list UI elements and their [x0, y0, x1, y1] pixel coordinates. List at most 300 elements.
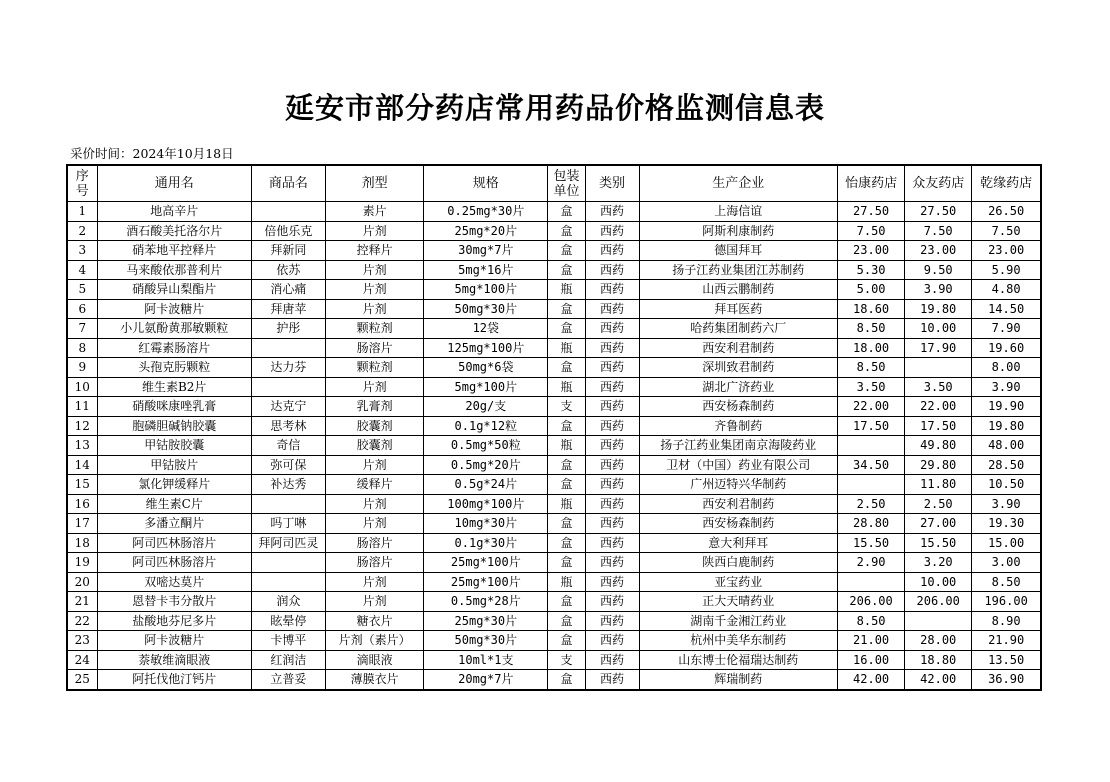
cell-index: 16 [67, 494, 97, 514]
cell-dosage-form: 片剂 [326, 572, 424, 592]
cell-category: 西药 [585, 202, 639, 222]
cell-index: 11 [67, 397, 97, 417]
cell-yikang-price: 18.00 [838, 338, 905, 358]
cell-manufacturer: 拜耳医药 [639, 299, 837, 319]
cell-zhongyou-price: 3.90 [905, 280, 972, 300]
cell-manufacturer: 正大天晴药业 [639, 592, 837, 612]
table-row [67, 416, 1041, 436]
cell-manufacturer: 德国拜耳 [639, 241, 837, 261]
cell-generic-name: 胞磷胆碱钠胶囊 [97, 416, 251, 436]
cell-package-unit: 瓶 [548, 572, 585, 592]
cell-package-unit: 盒 [548, 553, 585, 573]
cell-dosage-form: 肠溶片 [326, 553, 424, 573]
cell-manufacturer: 广州迈特兴华制药 [639, 475, 837, 495]
cell-index: 2 [67, 221, 97, 241]
cell-brand-name: 立普妥 [251, 670, 325, 690]
cell-category: 西药 [585, 260, 639, 280]
cell-manufacturer: 西安利君制药 [639, 338, 837, 358]
cell-zhongyou-price: 22.00 [905, 397, 972, 417]
cell-brand-name: 达力芬 [251, 358, 325, 378]
cell-qianyuan-price: 48.00 [972, 436, 1041, 456]
cell-dosage-form: 乳膏剂 [326, 397, 424, 417]
cell-qianyuan-price: 23.00 [972, 241, 1041, 261]
cell-package-unit: 盒 [548, 631, 585, 651]
table-row [67, 358, 1041, 378]
cell-yikang-price: 28.80 [838, 514, 905, 534]
cell-manufacturer: 亚宝药业 [639, 572, 837, 592]
cell-category: 西药 [585, 377, 639, 397]
table-row [67, 338, 1041, 358]
cell-generic-name: 维生素B2片 [97, 377, 251, 397]
cell-yikang-price: 3.50 [838, 377, 905, 397]
cell-package-unit: 支 [548, 397, 585, 417]
header-dosage-form: 剂型 [326, 165, 424, 202]
table-row [67, 397, 1041, 417]
cell-zhongyou-price: 206.00 [905, 592, 972, 612]
cell-dosage-form: 薄膜衣片 [326, 670, 424, 690]
cell-specification: 25mg*30片 [424, 611, 548, 631]
cell-qianyuan-price: 8.00 [972, 358, 1041, 378]
cell-generic-name: 马来酸依那普利片 [97, 260, 251, 280]
cell-yikang-price: 17.50 [838, 416, 905, 436]
cell-generic-name: 阿托伐他汀钙片 [97, 670, 251, 690]
cell-specification: 125mg*100片 [424, 338, 548, 358]
cell-category: 西药 [585, 416, 639, 436]
table-row [67, 299, 1041, 319]
cell-category: 西药 [585, 553, 639, 573]
cell-package-unit: 盒 [548, 319, 585, 339]
cell-brand-name: 倍他乐克 [251, 221, 325, 241]
cell-generic-name: 小儿氨酚黄那敏颗粒 [97, 319, 251, 339]
table-row [67, 221, 1041, 241]
table-row [67, 533, 1041, 553]
cell-yikang-price: 8.50 [838, 319, 905, 339]
cell-yikang-price [838, 475, 905, 495]
cell-specification: 20mg*7片 [424, 670, 548, 690]
cell-qianyuan-price: 10.50 [972, 475, 1041, 495]
header-brand-name: 商品名 [251, 165, 325, 202]
cell-brand-name: 拜唐苹 [251, 299, 325, 319]
cell-qianyuan-price: 19.30 [972, 514, 1041, 534]
cell-package-unit: 盒 [548, 202, 585, 222]
cell-yikang-price: 34.50 [838, 455, 905, 475]
table-header-row [67, 165, 1041, 202]
header-index: 序号 [67, 165, 97, 202]
cell-qianyuan-price: 5.90 [972, 260, 1041, 280]
cell-generic-name: 硝酸咪康唑乳膏 [97, 397, 251, 417]
cell-index: 19 [67, 553, 97, 573]
cell-index: 1 [67, 202, 97, 222]
cell-brand-name [251, 494, 325, 514]
cell-dosage-form: 肠溶片 [326, 338, 424, 358]
cell-category: 西药 [585, 611, 639, 631]
cell-zhongyou-price [905, 611, 972, 631]
cell-manufacturer: 杭州中美华东制药 [639, 631, 837, 651]
cell-manufacturer: 辉瑞制药 [639, 670, 837, 690]
cell-generic-name: 恩替卡韦分散片 [97, 592, 251, 612]
cell-index: 25 [67, 670, 97, 690]
table-row [67, 319, 1041, 339]
cell-category: 西药 [585, 280, 639, 300]
cell-category: 西药 [585, 397, 639, 417]
table-row [67, 280, 1041, 300]
cell-category: 西药 [585, 572, 639, 592]
cell-zhongyou-price: 18.80 [905, 650, 972, 670]
cell-generic-name: 地高辛片 [97, 202, 251, 222]
cell-manufacturer: 西安利君制药 [639, 494, 837, 514]
cell-qianyuan-price: 19.60 [972, 338, 1041, 358]
cell-specification: 100mg*100片 [424, 494, 548, 514]
cell-category: 西药 [585, 533, 639, 553]
cell-brand-name: 拜阿司匹灵 [251, 533, 325, 553]
cell-package-unit: 盒 [548, 533, 585, 553]
collection-date: 采价时间：2024年10月18日 [70, 146, 234, 161]
cell-manufacturer: 扬子江药业集团南京海陵药业 [639, 436, 837, 456]
cell-qianyuan-price: 26.50 [972, 202, 1041, 222]
cell-manufacturer: 意大利拜耳 [639, 533, 837, 553]
cell-category: 西药 [585, 221, 639, 241]
table-row [67, 494, 1041, 514]
cell-dosage-form: 控释片 [326, 241, 424, 261]
cell-brand-name [251, 377, 325, 397]
cell-specification: 0.25mg*30片 [424, 202, 548, 222]
cell-index: 8 [67, 338, 97, 358]
cell-brand-name: 思考林 [251, 416, 325, 436]
cell-index: 6 [67, 299, 97, 319]
cell-generic-name: 维生素C片 [97, 494, 251, 514]
cell-zhongyou-price: 23.00 [905, 241, 972, 261]
cell-brand-name: 达克宁 [251, 397, 325, 417]
cell-brand-name: 依苏 [251, 260, 325, 280]
cell-generic-name: 硝苯地平控释片 [97, 241, 251, 261]
cell-specification: 5mg*100片 [424, 377, 548, 397]
cell-manufacturer: 西安杨森制药 [639, 397, 837, 417]
cell-specification: 0.5g*24片 [424, 475, 548, 495]
cell-index: 4 [67, 260, 97, 280]
cell-generic-name: 甲钴胺胶囊 [97, 436, 251, 456]
cell-manufacturer: 齐鲁制药 [639, 416, 837, 436]
table-row [67, 455, 1041, 475]
table-row [67, 436, 1041, 456]
cell-brand-name: 消心痛 [251, 280, 325, 300]
cell-specification: 50mg*30片 [424, 299, 548, 319]
cell-index: 21 [67, 592, 97, 612]
cell-manufacturer: 上海信谊 [639, 202, 837, 222]
cell-dosage-form: 糖衣片 [326, 611, 424, 631]
cell-specification: 10ml*1支 [424, 650, 548, 670]
cell-yikang-price: 206.00 [838, 592, 905, 612]
cell-specification: 0.1g*12粒 [424, 416, 548, 436]
cell-qianyuan-price: 8.50 [972, 572, 1041, 592]
cell-package-unit: 盒 [548, 514, 585, 534]
cell-package-unit: 盒 [548, 241, 585, 261]
cell-category: 西药 [585, 436, 639, 456]
cell-zhongyou-price: 49.80 [905, 436, 972, 456]
cell-yikang-price: 5.00 [838, 280, 905, 300]
cell-generic-name: 阿司匹林肠溶片 [97, 533, 251, 553]
cell-dosage-form: 片剂 [326, 377, 424, 397]
cell-zhongyou-price: 9.50 [905, 260, 972, 280]
cell-package-unit: 瓶 [548, 494, 585, 514]
cell-specification: 12袋 [424, 319, 548, 339]
header-specification: 规格 [424, 165, 548, 202]
cell-specification: 50mg*6袋 [424, 358, 548, 378]
cell-zhongyou-price: 3.50 [905, 377, 972, 397]
cell-yikang-price: 5.30 [838, 260, 905, 280]
cell-zhongyou-price: 11.80 [905, 475, 972, 495]
cell-category: 西药 [585, 358, 639, 378]
cell-brand-name: 弥可保 [251, 455, 325, 475]
cell-specification: 30mg*7片 [424, 241, 548, 261]
cell-specification: 50mg*30片 [424, 631, 548, 651]
cell-brand-name: 卡博平 [251, 631, 325, 651]
cell-yikang-price: 16.00 [838, 650, 905, 670]
cell-manufacturer: 山西云鹏制药 [639, 280, 837, 300]
cell-zhongyou-price: 7.50 [905, 221, 972, 241]
table-row [67, 650, 1041, 670]
cell-package-unit: 盒 [548, 358, 585, 378]
cell-manufacturer: 山东博士伦福瑞达制药 [639, 650, 837, 670]
header-manufacturer: 生产企业 [639, 165, 837, 202]
cell-dosage-form: 颗粒剂 [326, 358, 424, 378]
cell-manufacturer: 阿斯利康制药 [639, 221, 837, 241]
table-row [67, 611, 1041, 631]
cell-category: 西药 [585, 338, 639, 358]
cell-yikang-price: 27.50 [838, 202, 905, 222]
cell-brand-name: 补达秀 [251, 475, 325, 495]
cell-specification: 0.5mg*20片 [424, 455, 548, 475]
cell-yikang-price: 8.50 [838, 358, 905, 378]
cell-dosage-form: 胶囊剂 [326, 416, 424, 436]
cell-generic-name: 硝酸异山梨酯片 [97, 280, 251, 300]
cell-dosage-form: 片剂（素片） [326, 631, 424, 651]
cell-package-unit: 盒 [548, 475, 585, 495]
cell-brand-name: 红润洁 [251, 650, 325, 670]
cell-dosage-form: 缓释片 [326, 475, 424, 495]
cell-yikang-price: 21.00 [838, 631, 905, 651]
cell-dosage-form: 片剂 [326, 592, 424, 612]
table-row [67, 631, 1041, 651]
cell-package-unit: 盒 [548, 592, 585, 612]
header-category: 类别 [585, 165, 639, 202]
cell-index: 13 [67, 436, 97, 456]
cell-zhongyou-price [905, 358, 972, 378]
cell-dosage-form: 素片 [326, 202, 424, 222]
cell-manufacturer: 哈药集团制药六厂 [639, 319, 837, 339]
cell-package-unit: 盒 [548, 221, 585, 241]
cell-category: 西药 [585, 241, 639, 261]
cell-qianyuan-price: 19.80 [972, 416, 1041, 436]
cell-zhongyou-price: 10.00 [905, 572, 972, 592]
cell-specification: 0.5mg*28片 [424, 592, 548, 612]
header-qianyuan-pharmacy: 乾缘药店 [972, 165, 1041, 202]
cell-category: 西药 [585, 514, 639, 534]
header-yikang-pharmacy: 怡康药店 [838, 165, 905, 202]
cell-qianyuan-price: 36.90 [972, 670, 1041, 690]
cell-index: 18 [67, 533, 97, 553]
cell-zhongyou-price: 27.00 [905, 514, 972, 534]
cell-qianyuan-price: 19.90 [972, 397, 1041, 417]
cell-generic-name: 多潘立酮片 [97, 514, 251, 534]
cell-manufacturer: 陕西白鹿制药 [639, 553, 837, 573]
cell-package-unit: 瓶 [548, 436, 585, 456]
cell-zhongyou-price: 19.80 [905, 299, 972, 319]
cell-brand-name [251, 572, 325, 592]
cell-qianyuan-price: 28.50 [972, 455, 1041, 475]
cell-zhongyou-price: 42.00 [905, 670, 972, 690]
cell-index: 17 [67, 514, 97, 534]
cell-yikang-price: 23.00 [838, 241, 905, 261]
cell-brand-name: 眩晕停 [251, 611, 325, 631]
cell-dosage-form: 片剂 [326, 455, 424, 475]
cell-brand-name [251, 202, 325, 222]
cell-dosage-form: 片剂 [326, 494, 424, 514]
cell-package-unit: 盒 [548, 299, 585, 319]
cell-qianyuan-price: 21.90 [972, 631, 1041, 651]
cell-index: 12 [67, 416, 97, 436]
cell-category: 西药 [585, 592, 639, 612]
cell-yikang-price: 18.60 [838, 299, 905, 319]
cell-qianyuan-price: 14.50 [972, 299, 1041, 319]
cell-generic-name: 酒石酸美托洛尔片 [97, 221, 251, 241]
table-row [67, 553, 1041, 573]
cell-brand-name: 吗丁啉 [251, 514, 325, 534]
header-package-unit: 包装单位 [548, 165, 585, 202]
cell-zhongyou-price: 15.50 [905, 533, 972, 553]
cell-dosage-form: 滴眼液 [326, 650, 424, 670]
cell-specification: 0.1g*30片 [424, 533, 548, 553]
cell-zhongyou-price: 29.80 [905, 455, 972, 475]
cell-category: 西药 [585, 494, 639, 514]
cell-dosage-form: 颗粒剂 [326, 319, 424, 339]
table-row [67, 260, 1041, 280]
document-title: 延安市部分药店常用药品价格监测信息表 [284, 91, 825, 125]
cell-zhongyou-price: 17.50 [905, 416, 972, 436]
table-row [67, 514, 1041, 534]
cell-zhongyou-price: 28.00 [905, 631, 972, 651]
cell-category: 西药 [585, 319, 639, 339]
table-row [67, 572, 1041, 592]
cell-yikang-price: 22.00 [838, 397, 905, 417]
cell-zhongyou-price: 10.00 [905, 319, 972, 339]
cell-generic-name: 阿卡波糖片 [97, 299, 251, 319]
table-row [67, 475, 1041, 495]
cell-manufacturer: 卫材（中国）药业有限公司 [639, 455, 837, 475]
cell-qianyuan-price: 3.90 [972, 494, 1041, 514]
cell-brand-name: 润众 [251, 592, 325, 612]
cell-specification: 25mg*100片 [424, 572, 548, 592]
cell-manufacturer: 湖北广济药业 [639, 377, 837, 397]
cell-yikang-price [838, 572, 905, 592]
cell-index: 22 [67, 611, 97, 631]
cell-index: 9 [67, 358, 97, 378]
cell-index: 7 [67, 319, 97, 339]
cell-package-unit: 瓶 [548, 280, 585, 300]
cell-yikang-price: 2.50 [838, 494, 905, 514]
cell-yikang-price: 42.00 [838, 670, 905, 690]
cell-category: 西药 [585, 475, 639, 495]
cell-category: 西药 [585, 631, 639, 651]
cell-dosage-form: 片剂 [326, 221, 424, 241]
table-row [67, 592, 1041, 612]
cell-yikang-price: 2.90 [838, 553, 905, 573]
cell-generic-name: 萘敏维滴眼液 [97, 650, 251, 670]
cell-generic-name: 甲钴胺片 [97, 455, 251, 475]
cell-manufacturer: 西安杨森制药 [639, 514, 837, 534]
cell-index: 3 [67, 241, 97, 261]
cell-generic-name: 红霉素肠溶片 [97, 338, 251, 358]
cell-category: 西药 [585, 670, 639, 690]
cell-brand-name [251, 338, 325, 358]
cell-specification: 5mg*16片 [424, 260, 548, 280]
cell-package-unit: 盒 [548, 455, 585, 475]
cell-zhongyou-price: 27.50 [905, 202, 972, 222]
table-row [67, 202, 1041, 222]
cell-category: 西药 [585, 650, 639, 670]
cell-brand-name [251, 553, 325, 573]
cell-package-unit: 盒 [548, 260, 585, 280]
cell-qianyuan-price: 3.00 [972, 553, 1041, 573]
cell-dosage-form: 片剂 [326, 299, 424, 319]
cell-category: 西药 [585, 455, 639, 475]
cell-specification: 25mg*100片 [424, 553, 548, 573]
cell-package-unit: 瓶 [548, 338, 585, 358]
price-table [66, 164, 1042, 691]
table-row [67, 670, 1041, 690]
cell-qianyuan-price: 3.90 [972, 377, 1041, 397]
cell-brand-name: 拜新同 [251, 241, 325, 261]
cell-brand-name: 奇信 [251, 436, 325, 456]
header-zhongyou-pharmacy: 众友药店 [905, 165, 972, 202]
cell-dosage-form: 片剂 [326, 280, 424, 300]
cell-dosage-form: 片剂 [326, 260, 424, 280]
cell-specification: 0.5mg*50粒 [424, 436, 548, 456]
header-generic-name: 通用名 [97, 165, 251, 202]
cell-package-unit: 盒 [548, 416, 585, 436]
cell-index: 24 [67, 650, 97, 670]
cell-qianyuan-price: 4.80 [972, 280, 1041, 300]
cell-zhongyou-price: 17.90 [905, 338, 972, 358]
cell-yikang-price: 15.50 [838, 533, 905, 553]
cell-generic-name: 阿卡波糖片 [97, 631, 251, 651]
cell-generic-name: 盐酸地芬尼多片 [97, 611, 251, 631]
cell-manufacturer: 深圳致君制药 [639, 358, 837, 378]
cell-generic-name: 头孢克肟颗粒 [97, 358, 251, 378]
cell-generic-name: 氯化钾缓释片 [97, 475, 251, 495]
cell-index: 5 [67, 280, 97, 300]
cell-qianyuan-price: 7.90 [972, 319, 1041, 339]
cell-qianyuan-price: 13.50 [972, 650, 1041, 670]
cell-package-unit: 支 [548, 650, 585, 670]
cell-generic-name: 阿司匹林肠溶片 [97, 553, 251, 573]
cell-qianyuan-price: 196.00 [972, 592, 1041, 612]
cell-yikang-price [838, 436, 905, 456]
cell-package-unit: 盒 [548, 611, 585, 631]
cell-index: 20 [67, 572, 97, 592]
cell-manufacturer: 湖南千金湘江药业 [639, 611, 837, 631]
cell-index: 10 [67, 377, 97, 397]
cell-index: 14 [67, 455, 97, 475]
cell-specification: 10mg*30片 [424, 514, 548, 534]
cell-brand-name: 护彤 [251, 319, 325, 339]
cell-dosage-form: 片剂 [326, 514, 424, 534]
cell-zhongyou-price: 3.20 [905, 553, 972, 573]
table-row [67, 241, 1041, 261]
cell-package-unit: 瓶 [548, 377, 585, 397]
cell-yikang-price: 7.50 [838, 221, 905, 241]
cell-yikang-price: 8.50 [838, 611, 905, 631]
cell-index: 23 [67, 631, 97, 651]
